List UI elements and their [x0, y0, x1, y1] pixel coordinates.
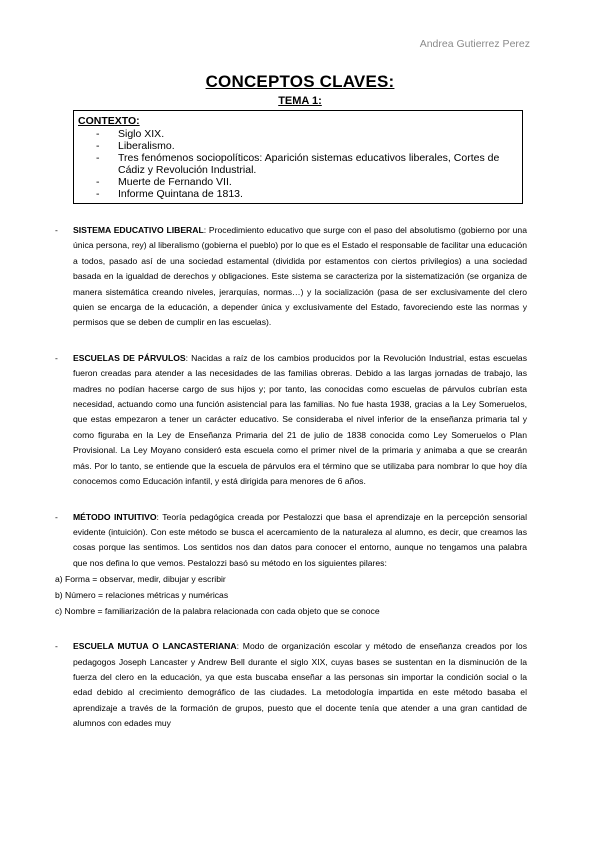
pillars-list [55, 571, 527, 619]
concept-sections [55, 223, 527, 752]
section-text: : Teoría pedagógica creada por Pestalozzi que basa el aprendizaje en la percepción sensorial evidente (intuición). Con este método se busca el acercamiento de la naturaleza al alumno, es decir, que creamos las cosas porque las sentimos. Los sentidos nos dan datos para conocer el entorno, aunque no tengamos una palabra que nos defina lo que vemos. Pestalozzi basó su método en los siguientes pilares: [73, 511, 527, 568]
context-item: - Informe Quintana de 1813. [96, 188, 522, 200]
context-box [73, 110, 523, 204]
section-escuelas-de-parvulos [55, 351, 527, 490]
bullet-dash: - [55, 641, 58, 652]
section-term: ESCUELA MUTUA O LANCASTERIANA [73, 641, 237, 652]
context-item: - Liberalismo. [96, 140, 522, 152]
context-title: CONTEXTO: [78, 115, 140, 127]
section-text: : Modo de organización escolar y método de enseñanza creados por los pedagogos Joseph Lancaster y Andrew Bell durante el siglo XIX, cuyas bases se sustentan en la disminución de la fuerza del clero en la educación, ya que esta buscaba enseñar a las personas sin importar la condición social o la edad debido al crecimiento demográfico de las ciudades. La metodología impartida en este método basaba el aprendizaje a través de la formación de grupos, puesto que el docente tenía que atender a una gran cantidad de alumnos con edades muy [73, 641, 527, 729]
section-sistema-educativo-liberal [55, 223, 527, 331]
pillar-item: a) Forma = observar, medir, dibujar y escribir [55, 574, 226, 585]
document-title: CONCEPTOS CLAVES: [205, 72, 395, 91]
bullet-dash: - [55, 352, 58, 363]
section-text: : Procedimiento educativo que surge con el paso del absolutismo (gobierno por una única persona, rey) al liberalismo (gobierna el pueblo) por lo que es el Estado el responsable de facilitar una educación a todos, pasado así de una sociedad estamental (dividida por estamentos con ciertos privilegios) a una sociedad basada en la igualdad de derechos y obligaciones. Este sistema se caracteriza por la sistematización (se organiza de manera sistemática creando niveles, jerarquías, normas…) y la socialización (pasa de ser exclusivamente del clero quien se encarga de la educación, a depender única y exclusivamente del Estado, favoreciendo este las normas y permisos que se deben de cumplir en las escuelas). [73, 225, 527, 328]
section-escuela-mutua [55, 639, 527, 731]
document-subtitle: TEMA 1: [278, 95, 322, 107]
bullet-dash: - [55, 511, 58, 522]
section-metodo-intuitivo [55, 510, 527, 620]
context-item: - Muerte de Fernando VII. [96, 176, 522, 188]
author-name: Andrea Gutierrez Perez [419, 38, 530, 50]
pillar-item: b) Número = relaciones métricas y numéricas [55, 590, 229, 601]
section-term: MÉTODO INTUITIVO [73, 511, 157, 522]
section-term: ESCUELAS DE PÁRVULOS [73, 352, 186, 363]
section-term: SISTEMA EDUCATIVO LIBERAL [73, 225, 204, 235]
section-text: : Nacidas a raíz de los cambios producidos por la Revolución Industrial, estas escuelas fueron creadas para atender a las necesidades de las familias obreras. Debido a las largas jornadas de trabajo, las madres no podían hacerse cargo de sus hijos y; por tanto, las conocidas como escuelas de párvulos cubrían esta necesidad, actuando como una función asistencial para las familias. No fue hasta 1938, gracias a la Ley Someruelos, que estas empezaron a tener un carácter educativo. Se consideraba el nivel inferior de la enseñanza primaria tal y como figuraba en la Ley de Enseñanza Primaria del 21 de julio de 1838 conocida como Ley Someruelos o Plan Provisional. La Ley Moyano consideró esta escuela como el primer nivel de la primaria y animaba a que se crearán más. Por lo tanto, se entiende que la escuela de párvulos era el término que se utilizaba para nombrar lo que hoy día conocemos como Educación infantil, y está dirigida para menores de 6 años. [73, 352, 527, 487]
context-item: - Tres fenómenos sociopolíticos: Aparición sistemas educativos liberales, Cortes de Cádiz y Revolución Industrial. [96, 152, 522, 176]
context-list [78, 128, 522, 200]
context-item: - Siglo XIX. [96, 128, 522, 140]
pillar-item: c) Nombre = familiarización de la palabra relacionada con cada objeto que se conoce [55, 606, 380, 617]
bullet-dash: - [55, 225, 58, 235]
